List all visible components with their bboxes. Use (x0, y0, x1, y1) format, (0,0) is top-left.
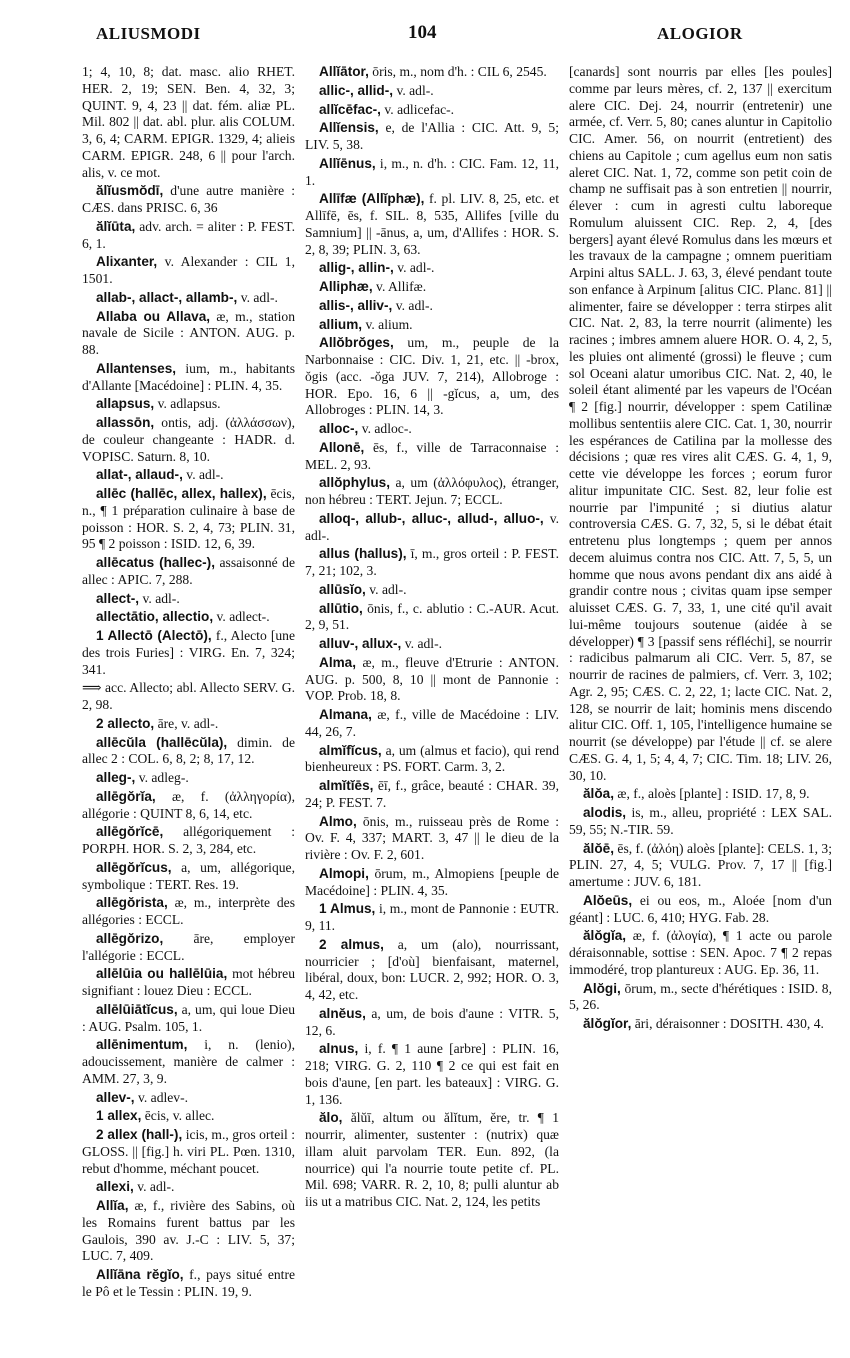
entry-headword: allēc (hallēc, allex, hallex), (96, 486, 267, 501)
entry-definition: a, um, de bois d'aune : VITR. 5, 12, 6. (305, 1005, 559, 1038)
dictionary-entry (569, 841, 832, 891)
page-number: 104 (408, 22, 437, 43)
entry-definition: allégoriquement : PORPH. HOR. S. 2, 3, 284, etc. (82, 824, 295, 856)
entry-definition: ōnis, m., ruisseau près de Rome : Ov. F. 4, 337; MART. 3, 47 || le dieu de la rivière : Ov. F. 2, 601. (305, 813, 559, 862)
column-left (82, 64, 295, 1354)
entry-headword: Alŏgi, (583, 980, 621, 996)
entry-headword: Alliphæ, (319, 279, 373, 294)
entry-headword: alloq-, allub-, alluc-, allud-, alluo-, (319, 510, 544, 526)
entry-definition: æ, m., fleuve d'Etrurie : ANTON. AUG. p. 500, 8, 10 || mont de Pannonie : VOP. Prob. 18, 8. (305, 654, 559, 704)
dictionary-entry (82, 1127, 295, 1177)
entry-headword: ălĭusmŏdī, (96, 183, 164, 199)
entry-definition: v. adlect-. (216, 609, 270, 625)
entry-headword: 2 almus, (319, 936, 384, 952)
entry-headword: 2 allex (hall-), (96, 1127, 183, 1142)
dictionary-entry (305, 440, 559, 474)
entry-definition: æ, f. (ἀλληγορία), allégorie : QUINT 8, 6, 14, etc. (82, 788, 295, 821)
entry-definition: æ, f., ville de Macédoine : LIV. 44, 26, 7. (305, 707, 559, 739)
entry-headword: allēgŏrĭcus, (96, 859, 172, 875)
dictionary-entry (82, 219, 295, 253)
entry-headword: allis-, alliv-, (319, 297, 393, 313)
dictionary-entry (569, 981, 832, 1015)
dictionary-entry (82, 931, 295, 965)
dictionary-entry (305, 866, 559, 900)
dictionary-entry (305, 335, 559, 419)
entry-headword: allat-, allaud-, (96, 467, 183, 483)
entry-definition: f. pl. LIV. 8, 25, etc. et Allīfē, ēs, f. SIL. 8, 535, Allifes [ville du Samnium] || -ānus, a, um, d'Allifes : HOR. S. 2, 8, 39; PLIN. 3, 63. (305, 191, 559, 257)
entry-definition: icis, m., gros orteil : GLOSS. || [fig.] h. viri PL. Pœn. 1310, rebut d'homme, méchant poucet. (82, 1127, 295, 1176)
dictionary-entry (82, 64, 295, 181)
entry-definition: v. adlicefac-. (384, 101, 455, 117)
entry-headword: Almopi, (319, 865, 369, 881)
dictionary-entry (305, 279, 559, 296)
entry-headword: ălo, (319, 1110, 343, 1126)
dictionary-entry (305, 120, 559, 154)
dictionary-entry (305, 298, 559, 315)
entry-headword: alnus, (319, 1041, 359, 1057)
entry-headword: 1 Allectō (Alectō), (96, 628, 212, 643)
dictionary-entry (82, 555, 295, 589)
entry-definition: ēs, f. (ἀλόη) aloès [plante]: CELS. 1, 3; PLIN. 27, 4, 5; VULG. Prov. 7, 17 || [fig.] amertume : JUV. 6, 181. (569, 840, 832, 889)
entry-headword: allĭcēfac-, (319, 101, 381, 117)
dictionary-entry (82, 396, 295, 413)
entry-definition: v. adl-. (137, 1179, 175, 1195)
entry-definition: v. adleg-. (138, 770, 189, 785)
entry-definition: a, um (almus et facio), qui rend bienheureux : PS. FORT. Carm. 3, 2. (305, 742, 559, 775)
dictionary-entry (305, 260, 559, 277)
dictionary-entry (305, 655, 559, 705)
entry-headword: allus (hallus), (319, 546, 407, 562)
entry-headword: 2 allecto, (96, 715, 155, 731)
entry-definition: v. adl-. (396, 82, 434, 98)
entry-definition: v. adl-. (395, 297, 433, 313)
entry-headword: ălŏa, (583, 786, 614, 802)
entry-definition: ⟹ acc. Allecto; abl. Allecto SERV. G. 2, 98. (82, 680, 295, 712)
entry-definition: [canards] sont nourris par elles [les poules] comme par leurs mères, cf. 2, 137 || exercitum alere CIC. Dej. 24, nourrir (entretenir) une armée, cf. Verr. 5, 80; canes aluntur in Capitolio CIC. Amer. 56, on nourrit (entretient) des chiens au Capitole ; cum agellus eum non satis aleret CIC. Nat. 1, 72, comme son petit coin de champ ne suffisait pas à son entretien || nourrir, élever : cum in agresti cultu laboreque Romulum aluissent CIC. Rep. 2, 4, [des bergers] ayant élevé Romulus dans les mœurs et les travaux de la campagne ; omnem pueritiam Arpini altus SALL. J. 63, 3, élevé pendant toute son enfance à Arpinum [alitus CIC. Planc. 81] || alimenter, faire se développer : terra stirpes alit CIC. Nat. 2, 83, la terre nourrit (alimente) les racines ; imbres amnem aluere HOR. O. 4, 2, 5, les pluies ont alimenté (grossi) le fleuve ; cum sol Oceani alatur umoribus CIC. Nat. 2, 40, le soleil étant alimenté par les vapeurs de l'Océan ¶ 2 [fig.] nourrir, développer : spem Catilinæ mollibus sententiis alere CIC. Cat. 1, 30, nourrir les espérances de Catilina par la mollesse des décisions ; quæ res vires alit CÆS. G. 4, 1, 9, cette vie développe les forces ; eorum furor alitur impunitate CIC. Sest. 82, leur folie est nourrie par l'impunité ; si diutius alatur controversia CÆS. G. 7, 32, 5, si le débat était entretenu plus longtemps ; quem per annos decem aluimus contra nos CIC. Att. 7, 5, 5, un homme que nous avons pendant dix ans aidé à grandir contre nous ; civitas quam ipse semper aluisset CÆS. G. 7, 33, 1, une cité qu'il avait lui-même toujours soutenue (aidée à se développer) ¶ 3 [passif sens réfléchi], se nourrir : radicibus palmarum ali CIC. Verr. 5, 87, se nourrir de racines de palmiers, cf. Verr. 3, 102; Agr. 2, 95; CÆS. C. 2, 22, 1; lacte CIC. Nat. 2, 128, se nourrir de lait; hominis mens discendo alitur CIC. Off. 1, 105, l'intelligence humaine se nourrit (se développe) par l'étude || cf. se alere CÆS. G. 4, 1, 5; 4, 4, 7; CIC. Tim. 18; LIV. 26, 30, 10. (569, 64, 832, 783)
dictionary-entry (305, 83, 559, 100)
dictionary-entry (569, 786, 832, 803)
dictionary-entry (82, 860, 295, 894)
entry-definition: f., pays situé entre le Pô et le Tessin : PLIN. 19, 9. (82, 1267, 295, 1299)
dictionary-entry (82, 895, 295, 929)
dictionary-entry (305, 64, 559, 81)
entry-headword: allēgŏrista, (96, 895, 168, 911)
entry-headword: allēcatus (hallec-), (96, 555, 215, 570)
entry-definition: d'une autre manière : CÆS. dans PRISC. 6, 36 (82, 183, 295, 215)
entry-definition: v. adl-. (369, 581, 407, 597)
dictionary-entry (82, 789, 295, 823)
dictionary-entry (305, 707, 559, 741)
dictionary-entry (569, 1016, 832, 1033)
entry-definition: ēcis, v. allec. (144, 1108, 215, 1124)
entry-definition: is, m., alleu, propriété : LEX SAL. 59, 55; N.-TIR. 59. (569, 805, 832, 837)
entry-definition: a, um (alo), nourrissant, nourricier ; [d'où] bienfaisant, maternel, libéral, doux, bon: LUCR. 2, 992; HOR. O. 3, 4, 42, etc. (305, 936, 559, 1002)
entry-definition: ōris, m., nom d'h. : CIL 6, 2545. (372, 64, 547, 79)
dictionary-entry (305, 743, 559, 777)
entry-headword: Allĭa, (96, 1198, 129, 1213)
entry-definition: um, m., peuple de la Narbonnaise : CIC. Div. 1, 21, etc. || -brox, ŏgis (acc. -ŏga JUV. 7, 214), Allobroge : HOR. Epo. 16, 6 || -gĭcus, a, um, des Allobroges : PLIN. 14, 3. (305, 335, 559, 418)
entry-headword: allig-, allin-, (319, 260, 394, 276)
entry-headword: allēlūiātĭcus, (96, 1001, 178, 1017)
entry-headword: alnĕus, (319, 1005, 366, 1021)
entry-definition: v. Alexander : CIL 1, 1501. (82, 254, 295, 286)
entry-definition: v. adl-. (397, 260, 435, 276)
entry-definition: ī, m., gros orteil : P. FEST. 7, 21; 102, 3. (305, 546, 559, 578)
dictionary-entry (82, 716, 295, 733)
entry-definition: v. adl-. (142, 590, 180, 606)
dictionary-entry (82, 290, 295, 307)
dictionary-entry (305, 421, 559, 438)
entry-headword: alodis, (583, 805, 627, 820)
dictionary-entry (569, 928, 832, 978)
entry-definition: i, n. (lenio), adoucissement, manière de calmer : AMM. 27, 3, 9. (82, 1037, 295, 1086)
dictionary-entry (305, 317, 559, 334)
dictionary-entry (82, 361, 295, 395)
entry-headword: Alŏeūs, (583, 892, 633, 908)
entry-headword: alloc-, (319, 421, 359, 436)
entry-definition: v. adl-. (186, 467, 224, 483)
entry-headword: ălĭūta, (96, 218, 136, 234)
entry-headword: Allaba ou Allava, (96, 308, 211, 324)
entry-definition: āre, v. adl-. (157, 715, 219, 731)
entry-definition: dimin. de allec 2 : COL. 6, 8, 2; 8, 17, 12. (82, 734, 295, 767)
entry-headword: allēgŏrizo, (96, 930, 164, 946)
dictionary-entry (569, 893, 832, 927)
entry-headword: allēlūia ou hallēlūia, (96, 966, 228, 982)
column-middle (305, 64, 559, 1354)
entry-headword: almĭfĭcus, (319, 742, 382, 758)
entry-headword: allium, (319, 316, 363, 332)
entry-definition: ei ou eos, m., Aloée [nom d'un géant] : LUC. 6, 410; HYG. Fab. 28. (569, 892, 832, 925)
entry-headword: ălŏgĭor, (583, 1016, 632, 1031)
entry-headword: allic-, allid-, (319, 82, 394, 98)
entry-definition: ălŭī, altum ou ălĭtum, ĕre, tr. ¶ 1 nourrir, alimenter, sustenter : (nutrix) quæ illam aluit parvolam TER. Eun. 892, (la nourrice) qui l'a nourrie toute petite cf. PL. Mil. 698; VARR. R. 2, 10, 8; pulli aluntur ab iis ut a matribus CIC. Nat. 2, 124, les petits (305, 1110, 559, 1209)
entry-definition: v. adl-. (305, 510, 559, 543)
entry-headword: Alixanter, (96, 254, 158, 270)
dictionary-entry (305, 901, 559, 935)
entry-headword: allev-, (96, 1089, 135, 1105)
entry-headword: allēgŏrĭa, (96, 788, 156, 804)
entry-headword: allexi, (96, 1179, 134, 1195)
dictionary-entry (82, 966, 295, 1000)
entry-definition: v. adloc-. (361, 421, 412, 436)
entry-definition: ēcis, n., ¶ 1 préparation culinaire à base de poisson : HOR. S. 2, 4, 73; PLIN. 31, 95 ¶ 2 poisson : ISID. 12, 6, 39. (82, 486, 295, 552)
entry-definition: i, f. ¶ 1 aune [arbre] : PLIN. 16, 218; VIRG. G. 2, 110 ¶ 2 ce qui est fait en bois d'aune, [en part. les bateaux] : VIRG. G. 1, 136. (305, 1041, 559, 1107)
entry-headword: Allĭātor, (319, 64, 369, 79)
entry-definition: f., Alecto [une des trois Furies] : VIRG. En. 7, 324; 341. (82, 628, 295, 677)
dictionary-entry (305, 1110, 559, 1211)
dictionary-entry (82, 183, 295, 217)
entry-headword: allēcŭla (hallēcŭla), (96, 734, 228, 750)
entry-headword: Allĭāna rĕgĭo, (96, 1267, 184, 1282)
entry-headword: allectātio, allectio, (96, 609, 214, 625)
entry-headword: Allantenses, (96, 360, 177, 376)
dictionary-entry (305, 601, 559, 635)
dictionary-entry (82, 1179, 295, 1196)
entry-definition: 1; 4, 10, 8; dat. masc. alio RHET. HER. 2, 19; SEN. Ben. 4, 32, 3; QUINT. 9, 4, 23 || dat. fém. aliæ PL. Mil. 802 || dat. abl. plur. alis COLUM. 3, 6, 4; CARM. EPIGR. 1329, 4; alieis CARM. EPIGR. 248, 6 || pour l'arch. alis, v. ce mot. (82, 64, 295, 180)
dictionary-entry (82, 467, 295, 484)
entry-definition: v. Allifæ. (376, 279, 427, 294)
entry-definition: ōrum, m., secte d'hérétiques : ISID. 8, 5, 26. (569, 980, 832, 1013)
entry-headword: allūtio, (319, 600, 363, 616)
dictionary-entry (82, 824, 295, 858)
dictionary-entry (82, 1090, 295, 1107)
entry-headword: Almo, (319, 813, 357, 829)
entry-headword: Allonē, (319, 439, 365, 455)
entry-definition: ontis, adj. (ἀλλάσσων), de couleur changeante : HADR. d. VOPISC. Saturn. 8, 10. (82, 415, 295, 464)
entry-headword: allapsus, (96, 396, 155, 412)
dictionary-entry (305, 546, 559, 580)
entry-definition: v. adlapsus. (157, 396, 221, 412)
dictionary-entry (305, 102, 559, 119)
entry-headword: allassōn, (96, 415, 155, 430)
entry-definition: v. alium. (365, 316, 413, 332)
dictionary-entry (82, 309, 295, 359)
entry-headword: Alma, (319, 654, 357, 670)
dictionary-entry (305, 814, 559, 864)
dictionary-entry (82, 254, 295, 288)
entry-definition: ōnis, f., c. ablutio : C.-AUR. Acut. 2, 9, 51. (305, 600, 559, 633)
entry-definition: ōrum, m., Almopiens [peuple de Macédoine] : PLIN. 4, 35. (305, 865, 559, 898)
entry-headword: allab-, allact-, allamb-, (96, 289, 238, 305)
entry-headword: allūsĭo, (319, 581, 366, 597)
dictionary-entry (82, 609, 295, 626)
entry-headword: Almana, (319, 707, 372, 722)
dictionary-entry (305, 1041, 559, 1108)
entry-headword: 1 allex, (96, 1108, 142, 1124)
entry-headword: alluv-, allux-, (319, 636, 402, 651)
entry-definition: āri, déraisonner : DOSITH. 430, 4. (634, 1016, 824, 1031)
entry-headword: Allīfæ (Allĭphæ), (319, 191, 425, 207)
entry-definition: a, um (ἀλλόφυλος), étranger, non hébreu : TERT. Jejun. 7; ECCL. (305, 475, 559, 507)
dictionary-entry (82, 1267, 295, 1301)
dictionary-entry (569, 64, 832, 784)
dictionary-entry (305, 511, 559, 545)
entry-definition: a, um, allégorique, symbolique : TERT. Res. 19. (82, 859, 295, 892)
dictionary-entry (82, 591, 295, 608)
dictionary-entry (82, 735, 295, 769)
dictionary-entry (305, 937, 559, 1004)
entry-headword: Allĭēnus, (319, 155, 376, 171)
entry-definition: v. adl-. (404, 636, 442, 651)
running-header (0, 0, 850, 60)
dictionary-entry (82, 680, 295, 714)
entry-definition: æ, f., rivière des Sabins, où les Romains furent battus par les Gaulois, 390 av. J.-C : LIV. 5, 37; LUC. 7, 409. (82, 1198, 295, 1264)
entry-headword: allēnimentum, (96, 1037, 188, 1053)
entry-definition: ēī, f., grâce, beauté : CHAR. 39, 24; P. FEST. 7. (305, 778, 559, 810)
dictionary-entry (82, 770, 295, 787)
entry-headword: Allĭensis, (319, 120, 379, 136)
dictionary-entry (305, 582, 559, 599)
column-right (569, 64, 832, 1354)
dictionary-entry (305, 636, 559, 653)
entry-definition: mot hébreu signifiant : louez Dieu : ECCL. (82, 966, 295, 998)
entry-headword: ălŏgĭa, (583, 928, 627, 944)
entry-headword: ălŏē, (583, 840, 614, 856)
dictionary-entry (305, 778, 559, 812)
entry-definition: v. adlev-. (137, 1089, 189, 1105)
entry-definition: i, m., n. d'h. : CIC. Fam. 12, 11, 1. (305, 155, 559, 188)
dictionary-entry (82, 1002, 295, 1036)
entry-definition: a, um, qui loue Dieu : AUG. Psalm. 105, 1. (82, 1001, 295, 1034)
dictionary-entry (305, 156, 559, 190)
dictionary-entry (305, 475, 559, 509)
entry-headword: allect-, (96, 590, 140, 606)
entry-definition: i, m., mont de Pannonie : EUTR. 9, 11. (305, 901, 559, 933)
guide-word-left: ALIUSMODI (96, 24, 201, 43)
entry-definition: e, de l'Allia : CIC. Att. 9, 5; LIV. 5, 38. (305, 120, 559, 152)
dictionary-entry (82, 486, 295, 553)
entry-definition: æ, m., station navale de Sicile : ANTON. AUG. p. 88. (82, 308, 295, 357)
dictionary-entry (82, 1198, 295, 1265)
dictionary-entry (305, 191, 559, 258)
entry-headword: Allŏbrŏges, (319, 335, 394, 351)
dictionary-entry (569, 805, 832, 839)
entry-definition: æ, f. (ἀλογία), ¶ 1 acte ou parole déraisonnable, sottise : SEN. Apoc. 7 ¶ 2 repas immodéré, trop plantureux : AUG. Ep. 36, 11. (569, 928, 832, 977)
dictionary-entry (82, 628, 295, 678)
entry-headword: allēgŏrĭcē, (96, 824, 164, 840)
entry-definition: ēs, f., ville de Tarraconnaise : MEL. 2, 93. (305, 439, 559, 472)
guide-word-right: ALOGIOR (657, 24, 743, 43)
entry-definition: æ, m., interprète des allégories : ECCL. (82, 895, 295, 927)
entry-definition: ium, m., habitants d'Allante [Macédoine] : PLIN. 4, 35. (82, 360, 295, 393)
entry-headword: 1 Almus, (319, 901, 376, 917)
dictionary-entry (82, 1037, 295, 1087)
entry-definition: v. adl-. (240, 289, 278, 305)
entry-definition: assaisonné de allec : APIC. 7, 288. (82, 555, 295, 587)
dictionary-entry (82, 1108, 295, 1125)
entry-headword: almĭtĭēs, (319, 778, 374, 793)
entry-headword: alleg-, (96, 770, 136, 785)
entry-definition: æ, f., aloès [plante] : ISID. 17, 8, 9. (617, 786, 810, 802)
entry-definition: āre, employer l'allégorie : ECCL. (82, 930, 295, 963)
dictionary-entry (82, 415, 295, 465)
entry-definition: adv. arch. = aliter : P. FEST. 6, 1. (82, 218, 295, 251)
dictionary-entry (305, 1006, 559, 1040)
entry-headword: allŏphylus, (319, 475, 391, 491)
